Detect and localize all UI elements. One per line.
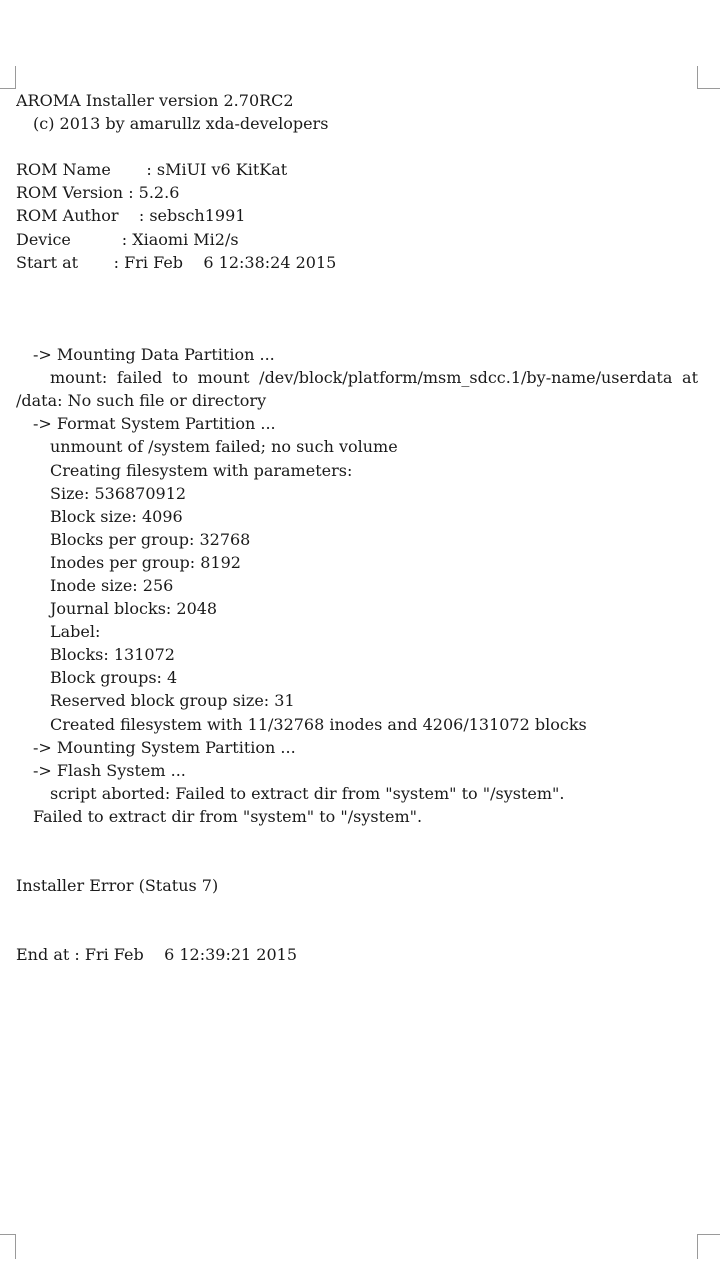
spacer: [16, 897, 698, 920]
log-mount-system: -> Mounting System Partition ...: [33, 737, 296, 757]
spacer: [16, 297, 698, 320]
log-mount-data: -> Mounting Data Partition ...: [33, 345, 275, 365]
page-corner-mark-top-left: [0, 66, 16, 89]
spacer: [16, 274, 698, 297]
log-mount-fail: mount: failed to mount /dev/block/platform/msm_sdcc.1/by-name/userdata at: [50, 368, 698, 388]
rom-author: ROM Author : sebsch1991: [16, 206, 246, 226]
end-time: End at : Fri Feb 6 12:39:21 2015: [16, 945, 298, 965]
page-corner-mark-bottom-left: [0, 1234, 16, 1259]
log-created-fs: Created filesystem with 11/32768 inodes and 4206/131072 blocks: [50, 714, 587, 734]
spacer: [16, 135, 698, 158]
copyright-line: (c) 2013 by amarullz xda-developers: [33, 114, 329, 134]
page-corner-mark-top-right: [697, 66, 720, 89]
spacer: [16, 828, 698, 851]
log-flash-system: -> Flash System ...: [33, 760, 186, 780]
log-creating-fs: Creating filesystem with parameters:: [50, 460, 353, 480]
log-mount-fail-cont: /data: No such file or directory: [16, 391, 267, 411]
log-block-size: Block size: 4096: [50, 506, 183, 526]
log-size: Size: 536870912: [50, 483, 187, 503]
log-journal-blocks: Journal blocks: 2048: [50, 599, 218, 619]
spacer: [16, 320, 698, 343]
spacer: [16, 851, 698, 874]
log-inodes-per-group: Inodes per group: 8192: [50, 552, 241, 572]
installer-log: [16, 89, 698, 967]
page-corner-mark-bottom-right: [697, 1234, 720, 1259]
log-block-groups: Block groups: 4: [50, 668, 178, 688]
start-time: Start at : Fri Feb 6 12:38:24 2015: [16, 252, 337, 272]
spacer: [16, 920, 698, 943]
log-blocks: Blocks: 131072: [50, 645, 175, 665]
installer-error: Installer Error (Status 7): [16, 876, 219, 896]
log-format-system: -> Format System Partition ...: [33, 414, 276, 434]
log-blocks-per-group: Blocks per group: 32768: [50, 529, 251, 549]
log-inode-size: Inode size: 256: [50, 575, 174, 595]
log-unmount-fail: unmount of /system failed; no such volume: [50, 437, 398, 457]
rom-version: ROM Version : 5.2.6: [16, 183, 180, 203]
log-script-aborted: script aborted: Failed to extract dir from "system" to "/system".: [50, 783, 565, 803]
log-reserved: Reserved block group size: 31: [50, 691, 295, 711]
rom-name: ROM Name : sMiUI v6 KitKat: [16, 160, 288, 180]
device: Device : Xiaomi Mi2/s: [16, 229, 239, 249]
log-label: Label:: [50, 622, 101, 642]
log-failed-extract: Failed to extract dir from "system" to "/system".: [33, 806, 423, 826]
installer-title: AROMA Installer version 2.70RC2: [16, 91, 294, 110]
